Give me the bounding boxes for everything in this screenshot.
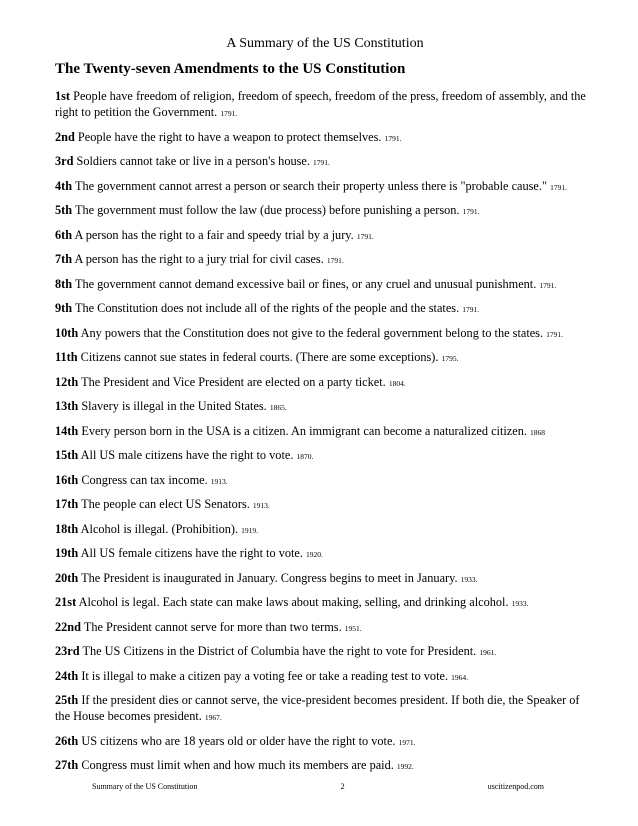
amendment-text: A person has the right to a fair and speedy trial by a jury. <box>74 227 354 242</box>
amendment-year: 1791. <box>384 133 402 143</box>
amendment-text: Alcohol is legal. Each state can make laws about making, selling, and drinking alcohol. <box>78 595 509 609</box>
amendment-text: The President and Vice President are elected on a party ticket. <box>81 374 386 389</box>
amendment-text: The government must follow the law (due process) before punishing a person. <box>74 203 460 217</box>
amendment-ordinal: 1st <box>55 89 71 103</box>
amendment-item <box>55 202 595 220</box>
amendment-ordinal: 4th <box>55 178 73 193</box>
amendment-text: Congress must limit when and how much its members are paid. <box>81 758 394 772</box>
amendment-item <box>55 643 595 661</box>
amendment-ordinal: 13th <box>55 399 79 413</box>
amendment-ordinal: 21st <box>55 595 77 609</box>
amendment-item <box>55 521 595 539</box>
amendment-text: Soldiers cannot take or live in a person's house. <box>76 154 310 168</box>
amendment-text: Congress can tax income. <box>81 472 208 487</box>
amendment-item <box>55 692 595 726</box>
amendment-year: 1804. <box>388 378 406 388</box>
amendment-item <box>55 545 595 563</box>
amendment-year: 1791. <box>550 182 567 192</box>
amendment-year: 1919. <box>241 525 259 535</box>
amendment-ordinal: 10th <box>55 325 79 340</box>
amendment-text: The President is inaugurated in January. Congress begins to meet in January. <box>81 570 458 585</box>
amendment-text: It is illegal to make a citizen pay a voting fee or take a reading test to vote. <box>81 668 449 683</box>
amendment-item <box>55 619 595 637</box>
amendment-item <box>55 349 595 367</box>
amendment-year: 1791. <box>356 231 374 241</box>
amendment-year: 1933. <box>511 599 529 608</box>
amendment-item <box>55 733 595 751</box>
amendment-item <box>55 570 595 588</box>
amendment-year: 1964. <box>451 672 468 682</box>
footer-page-number: 2 <box>340 782 345 791</box>
amendment-ordinal: 15th <box>55 448 79 462</box>
amendment-text: Every person born in the USA is a citizen. An immigrant can become a naturalized citizen. <box>81 423 527 438</box>
amendment-ordinal: 2nd <box>55 129 75 144</box>
amendment-year: 1865. <box>269 403 287 412</box>
amendment-text: The President cannot serve for more than two terms. <box>83 619 342 634</box>
amendment-text: Slavery is illegal in the United States. <box>81 399 267 413</box>
amendment-text: A person has the right to a jury trial for civil cases. <box>74 252 324 266</box>
amendment-text: US citizens who are 18 years old or older have the right to vote. <box>81 733 396 748</box>
amendment-year: 1791. <box>313 158 330 167</box>
amendment-item <box>55 594 595 612</box>
amendment-year: 1920. <box>306 550 323 559</box>
amendment-item <box>55 496 595 514</box>
amendment-year: 1933. <box>460 574 478 584</box>
amendment-item <box>55 129 595 147</box>
amendment-item <box>55 668 595 686</box>
amendment-ordinal: 12th <box>55 374 79 389</box>
amendment-item <box>55 88 595 122</box>
amendment-ordinal: 14th <box>55 423 79 438</box>
amendment-item <box>55 423 595 441</box>
amendment-text: The US Citizens in the District of Columbia have the right to vote for President. <box>82 644 477 658</box>
amendment-item <box>55 153 595 171</box>
amendment-text: All US male citizens have the right to vote. <box>80 448 294 462</box>
document-page <box>55 36 595 782</box>
amendment-year: 1967. <box>204 713 222 722</box>
amendment-item <box>55 251 595 269</box>
amendment-ordinal: 25th <box>55 693 79 707</box>
amendment-year: 1795. <box>441 354 459 363</box>
amendment-ordinal: 18th <box>55 521 79 536</box>
amendment-text: If the president dies or cannot serve, the vice-president becomes president. If both die, the Speaker of the House becomes president. <box>55 693 580 723</box>
amendment-ordinal: 22nd <box>55 619 81 634</box>
amendment-ordinal: 6th <box>55 227 73 242</box>
amendment-text: People have freedom of religion, freedom of speech, freedom of the press, freedom of assembly, and the right to petition the Government. <box>55 89 586 119</box>
amendment-item <box>55 757 595 775</box>
amendment-ordinal: 24th <box>55 668 79 683</box>
amendment-year: 1791. <box>539 280 557 290</box>
amendment-ordinal: 11th <box>55 350 78 364</box>
amendment-year: 1913. <box>210 476 228 486</box>
amendment-year: 1870. <box>296 452 314 461</box>
amendment-ordinal: 17th <box>55 497 79 511</box>
amendment-ordinal: 5th <box>55 203 73 217</box>
amendment-year: 1791. <box>546 329 563 339</box>
amendment-item <box>55 227 595 245</box>
footer-right-text: uscitizenpod.com <box>487 782 544 791</box>
amendment-text: Citizens cannot sue states in federal courts. (There are some exceptions). <box>80 350 439 364</box>
amendment-item <box>55 398 595 416</box>
amendment-ordinal: 19th <box>55 546 79 560</box>
amendment-year: 1791. <box>326 256 344 265</box>
amendment-ordinal: 23rd <box>55 644 80 658</box>
document-title: A Summary of the US Constitution <box>226 36 424 51</box>
amendment-ordinal: 7th <box>55 252 73 266</box>
amendment-year: 1951. <box>344 623 362 633</box>
amendment-item <box>55 325 595 343</box>
amendment-year: 1791. <box>220 109 238 118</box>
amendment-ordinal: 16th <box>55 472 79 487</box>
amendment-year: 1992. <box>396 762 414 771</box>
section-heading: The Twenty-seven Amendments to the US Constitution <box>55 61 406 77</box>
amendment-text: The people can elect US Senators. <box>81 497 250 511</box>
amendment-text: Alcohol is illegal. (Prohibition). <box>80 521 239 536</box>
amendment-item <box>55 276 595 294</box>
page-footer <box>92 782 544 791</box>
amendment-item <box>55 447 595 465</box>
amendment-year: 1971. <box>398 737 416 747</box>
amendment-ordinal: 8th <box>55 276 73 291</box>
amendment-item <box>55 300 595 318</box>
amendment-ordinal: 3rd <box>55 154 74 168</box>
amendment-item <box>55 472 595 490</box>
footer-left-text: Summary of the US Constitution <box>92 782 198 791</box>
amendment-text: The government cannot demand excessive bail or fines, or any cruel and unusual punishment. <box>74 276 537 291</box>
amendment-year: 1961. <box>479 648 497 657</box>
amendment-year: 1791. <box>462 207 480 216</box>
amendment-text: The Constitution does not include all of the rights of the people and the states. <box>74 301 460 315</box>
amendment-text: People have the right to have a weapon to protect themselves. <box>77 129 382 144</box>
amendments-list <box>55 88 595 775</box>
amendment-year: 1868 <box>530 427 546 437</box>
amendment-item <box>55 178 595 196</box>
amendment-text: All US female citizens have the right to vote. <box>80 546 303 560</box>
amendment-ordinal: 27th <box>55 758 79 772</box>
amendment-ordinal: 20th <box>55 570 79 585</box>
amendment-item <box>55 374 595 392</box>
amendment-text: The government cannot arrest a person or search their property unless there is "probable cause." <box>74 178 547 193</box>
amendment-year: 1913. <box>252 501 270 510</box>
amendment-text: Any powers that the Constitution does not give to the federal government belong to the states. <box>80 325 544 340</box>
amendment-ordinal: 26th <box>55 733 79 748</box>
amendment-year: 1791. <box>462 305 480 314</box>
amendment-ordinal: 9th <box>55 301 73 315</box>
